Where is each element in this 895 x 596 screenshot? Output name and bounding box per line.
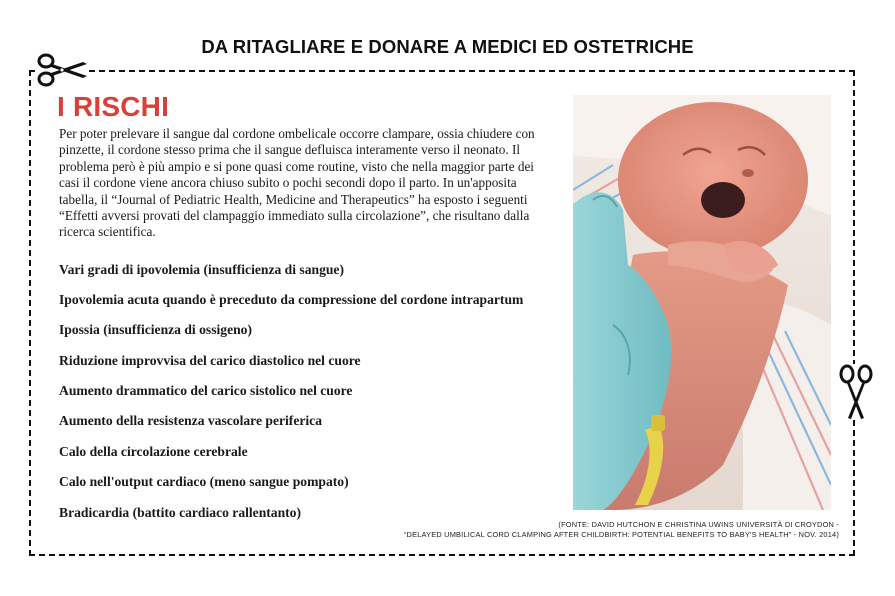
risk-item: Ipovolemia acuta quando è preceduto da compressione del cordone intrapartum	[59, 292, 524, 307]
risk-item: Ipossia (insufficienza di ossigeno)	[59, 322, 252, 337]
source-line-1: (FONTE: DAVID HUTCHON E CHRISTINA UWINS UNIVERSITÀ DI CROYDON -	[558, 520, 839, 529]
risk-item: Aumento della resistenza vascolare periferica	[59, 413, 323, 428]
source-citation	[404, 520, 839, 540]
risk-item: Vari gradi di ipovolemia (insufficienza di sangue)	[59, 262, 344, 277]
scissors-icon	[37, 52, 89, 88]
source-line-2: “DELAYED UMBILICAL CORD CLAMPING AFTER CHILDBIRTH: POTENTIAL BENEFITS TO BABY'S HEALTH” - NOV. 2014)	[403, 530, 839, 539]
intro-paragraph: Per poter prelevare il sangue dal cordone ombelicale occorre clampare, ossia chiudere con pinzette, il cordone stesso prima che il sangue defluisca interamente verso il neonato. Il problema però è più ampio e si pone quasi come routine, visto che nella maggior parte dei casi il cordone viene ancora chiuso subito o pochi secondi dopo il parto. In un'apposita tabella, il “Journal of Pediatric Health, Medicine and Therapeutics” ha esposto i seguenti “Effetti avversi provati del clampaggio immediato sulla circolazione”, che risultano dalla ricerca scientifica.	[59, 126, 535, 240]
risk-item: Calo nell'output cardiaco (meno sangue pompato)	[59, 474, 349, 489]
page-header: DA RITAGLIARE E DONARE A MEDICI ED OSTETRICHE	[201, 36, 694, 57]
risk-item: Aumento drammatico del carico sistolico nel cuore	[59, 383, 353, 398]
scissors-icon	[838, 364, 874, 420]
risk-item: Bradicardia (battito cardiaco rallentanto)	[59, 505, 302, 520]
risk-item: Riduzione improvvisa del carico diastolico nel cuore	[59, 353, 361, 368]
newborn-photo	[573, 95, 831, 510]
risk-item: Calo della circolazione cerebrale	[59, 444, 248, 459]
section-title: I RISCHI	[57, 91, 170, 122]
